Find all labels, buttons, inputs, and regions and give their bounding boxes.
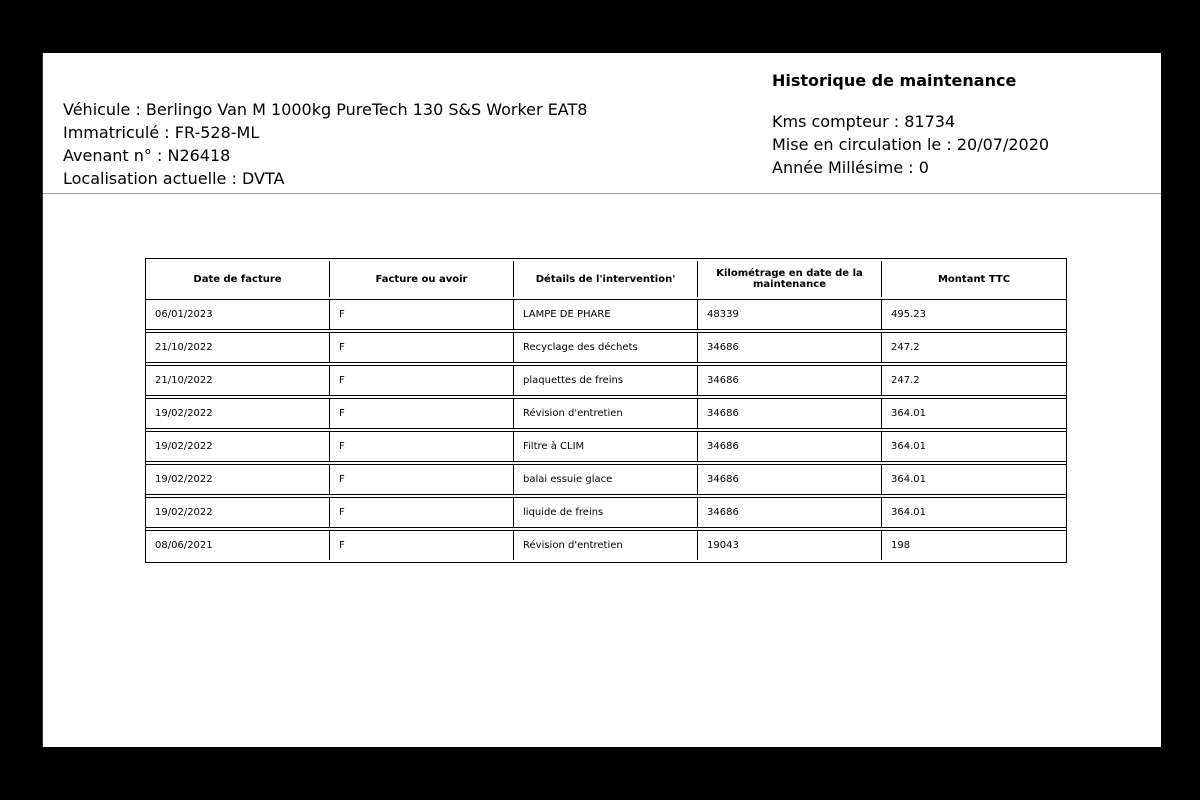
cell-amount: 364.01 (882, 431, 1066, 462)
cell-amount: 364.01 (882, 497, 1066, 528)
cell-details: plaquettes de freins (514, 365, 698, 396)
table-row (146, 299, 1066, 330)
cell-type: F (330, 497, 514, 528)
vehicle-info (63, 98, 587, 190)
odometer: Kms compteur : 81734 (772, 112, 956, 131)
column-header-type: Facture ou avoir (330, 261, 514, 297)
cell-type: F (330, 431, 514, 462)
cell-date: 19/02/2022 (146, 464, 330, 495)
cell-details: Filtre à CLIM (514, 431, 698, 462)
cell-date: 19/02/2022 (146, 497, 330, 528)
model-year: Année Millésime : 0 (772, 158, 929, 177)
vehicle-location: Localisation actuelle : DVTA (63, 169, 285, 188)
cell-amount: 495.23 (882, 299, 1066, 330)
document-page (42, 53, 1161, 747)
table-row (146, 530, 1066, 560)
cell-mileage: 34686 (698, 431, 882, 462)
column-header-details: Détails de l'intervention' (514, 261, 698, 297)
column-header-amount: Montant TTC (937, 273, 1011, 285)
page-title: Historique de maintenance (772, 71, 1017, 90)
cell-date: 19/02/2022 (146, 398, 330, 429)
cell-details: LAMPE DE PHARE (514, 299, 698, 330)
header-divider (43, 193, 1161, 194)
cell-date: 21/10/2022 (146, 332, 330, 363)
vehicle-model: Véhicule : Berlingo Van M 1000kg PureTech 130 S&S Worker EAT8 (63, 100, 588, 119)
cell-details: Recyclage des déchets (514, 332, 698, 363)
cell-details: Révision d'entretien (514, 398, 698, 429)
table-row (146, 431, 1066, 462)
vehicle-amendment: Avenant n° : N26418 (63, 146, 231, 165)
table-row (146, 365, 1066, 396)
cell-details: Révision d'entretien (514, 530, 698, 560)
cell-date: 06/01/2023 (146, 299, 330, 330)
cell-type: F (330, 398, 514, 429)
cell-amount: 364.01 (882, 464, 1066, 495)
cell-details: liquide de freins (514, 497, 698, 528)
cell-type: F (330, 365, 514, 396)
registration-date: Mise en circulation le : 20/07/2020 (772, 135, 1050, 154)
cell-mileage: 34686 (698, 398, 882, 429)
column-header-date: Date de facture (146, 261, 330, 297)
cell-mileage: 34686 (698, 497, 882, 528)
maintenance-table (145, 258, 1067, 563)
cell-amount: 364.01 (882, 398, 1066, 429)
cell-type: F (330, 332, 514, 363)
table-row (146, 464, 1066, 495)
table-row (146, 398, 1066, 429)
column-header-mileage: Kilométrage en date de la maintenance (698, 261, 882, 297)
cell-date: 21/10/2022 (146, 365, 330, 396)
cell-amount: 247.2 (882, 365, 1066, 396)
cell-mileage: 19043 (698, 530, 882, 560)
table-row (146, 497, 1066, 528)
cell-details: balai essuie glace (514, 464, 698, 495)
cell-date: 08/06/2021 (146, 530, 330, 560)
cell-mileage: 34686 (698, 332, 882, 363)
cell-mileage: 48339 (698, 299, 882, 330)
cell-mileage: 34686 (698, 464, 882, 495)
cell-type: F (330, 530, 514, 560)
cell-type: F (330, 299, 514, 330)
cell-date: 19/02/2022 (146, 431, 330, 462)
vehicle-registration: Immatriculé : FR-528-ML (63, 123, 260, 142)
cell-amount: 247.2 (882, 332, 1066, 363)
cell-mileage: 34686 (698, 365, 882, 396)
table-header-row (146, 261, 1066, 297)
cell-type: F (330, 464, 514, 495)
table-row (146, 332, 1066, 363)
cell-amount: 198 (882, 530, 1066, 560)
maintenance-summary (772, 69, 1049, 179)
